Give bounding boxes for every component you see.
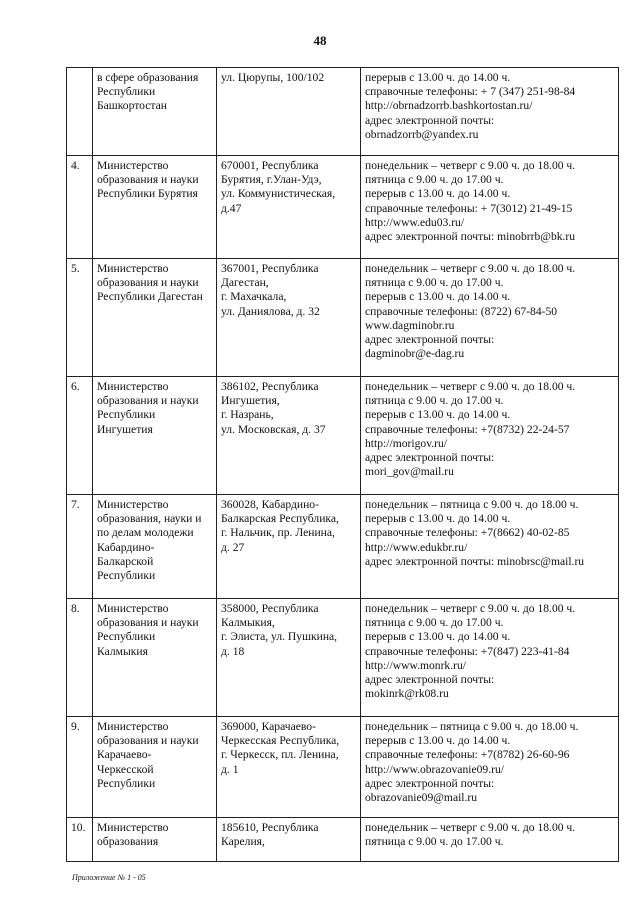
row-number: 9. [71, 720, 80, 733]
info-line: справочные телефоны: (8722) 67-84-50 [365, 304, 558, 318]
org-line: Ингушетия [97, 422, 153, 436]
addr-cell [217, 259, 361, 377]
info-line: http://obrnadzorrb.bashkortostan.ru/ [365, 99, 533, 113]
row-number-cell [67, 599, 93, 717]
org-line: Балкарской [97, 554, 154, 568]
info-cell [361, 495, 619, 599]
addr-cell [217, 495, 361, 599]
info-line: перерыв с 13.00 ч. до 14.00 ч. [365, 71, 511, 84]
addr-line: Бурятия, г.Улан-Удэ, [221, 173, 322, 187]
addr-line: г. Махачкала, [221, 290, 287, 304]
info-line: перерыв с 13.00 ч. до 14.00 ч. [365, 187, 511, 201]
row-number: 8. [71, 602, 80, 615]
org-line: Республики [97, 630, 156, 644]
org-line: Республики Дагестан [97, 290, 203, 304]
info-cell [361, 156, 619, 259]
table-row [67, 818, 619, 862]
info-cell [361, 377, 619, 495]
org-line: Карачаево- [97, 748, 152, 762]
org-line: образования [97, 835, 159, 849]
org-line: Республики [97, 408, 156, 422]
info-line: адрес электронной почты: [365, 776, 495, 790]
authorities-table [66, 67, 619, 862]
addr-line: д. 18 [221, 644, 245, 658]
info-line: пятница с 9.00 ч. до 17.00 ч. [365, 616, 504, 630]
org-line: образования и науки [97, 734, 199, 748]
org-line: Кабардино- [97, 540, 155, 554]
info-line: понедельник – четверг с 9.00 ч. до 18.00 ч. [365, 821, 576, 834]
info-line: понедельник – четверг с 9.00 ч. до 18.00 ч. [365, 159, 576, 172]
addr-line: 369000, Карачаево- [221, 720, 316, 733]
addr-line: Дагестан, [221, 276, 269, 290]
info-line: перерыв с 13.00 ч. до 14.00 ч. [365, 734, 511, 748]
info-cell [361, 68, 619, 156]
addr-line: ул. Московская, д. 37 [221, 422, 326, 436]
org-cell [93, 377, 217, 495]
info-line: перерыв с 13.00 ч. до 14.00 ч. [365, 512, 511, 526]
info-line: перерыв с 13.00 ч. до 14.00 ч. [365, 630, 511, 644]
addr-line: 386102, Республика [221, 380, 319, 393]
info-line: понедельник – четверг с 9.00 ч. до 18.00 ч. [365, 262, 576, 275]
addr-line: 358000, Республика [221, 602, 319, 615]
info-line: понедельник – четверг с 9.00 ч. до 18.00 ч. [365, 380, 576, 393]
org-line: по делам молодежи [97, 526, 194, 540]
info-line: mori_gov@mail.ru [365, 465, 454, 479]
row-number-cell [67, 818, 93, 862]
info-line: адрес электронной почты: [365, 451, 495, 465]
addr-line: г. Назрань, [221, 408, 274, 422]
addr-line: 670001, Республика [221, 159, 319, 172]
row-number: 10. [71, 821, 86, 834]
row-number-cell [67, 68, 93, 156]
org-line: образования и науки [97, 616, 199, 630]
info-line: http://www.edukbr.ru/ [365, 540, 468, 554]
addr-line: г. Черкесск, пл. Ленина, [221, 748, 339, 762]
org-line: Республики [97, 569, 156, 583]
info-line: пятница с 9.00 ч. до 17.00 ч. [365, 276, 504, 290]
page-footer: Приложение № 1 - 05 [72, 873, 146, 882]
table-row [67, 156, 619, 259]
info-line: понедельник – пятница с 9.00 ч. до 18.00 ч. [365, 720, 579, 733]
row-number-cell [67, 377, 93, 495]
org-cell [93, 156, 217, 259]
addr-line: ул. Даниялова, д. 32 [221, 304, 320, 318]
info-line: пятница с 9.00 ч. до 17.00 ч. [365, 835, 504, 849]
org-cell [93, 259, 217, 377]
info-line: справочные телефоны: +7(8662) 40-02-85 [365, 526, 570, 540]
info-line: пятница с 9.00 ч. до 17.00 ч. [365, 394, 504, 408]
addr-cell [217, 818, 361, 862]
info-line: mokinrk@rk08.ru [365, 687, 449, 701]
org-line: Министерство [97, 821, 169, 834]
info-line: адрес электронной почты: minobrsc@mail.ru [365, 554, 585, 568]
info-line: справочные телефоны: +7(8782) 26-60-96 [365, 748, 570, 762]
info-line: http://www.obrazovanie09.ru/ [365, 762, 504, 776]
row-number: 5. [71, 262, 80, 275]
addr-line: г. Элиста, ул. Пушкина, [221, 630, 338, 644]
info-line: dagminobr@e-dag.ru [365, 347, 465, 361]
info-line: понедельник – пятница с 9.00 ч. до 18.00 ч. [365, 498, 579, 511]
org-cell [93, 599, 217, 717]
org-line: Министерство [97, 602, 169, 615]
info-line: http://www.monrk.ru/ [365, 658, 467, 672]
info-line: справочные телефоны: + 7(3012) 21-49-15 [365, 201, 573, 215]
row-number-cell [67, 495, 93, 599]
info-line: http://www.edu03.ru/ [365, 215, 465, 229]
org-line: Республики Бурятия [97, 187, 198, 201]
addr-line: ул. Коммунистическая, [221, 187, 336, 201]
org-line: в сфере образования [97, 71, 199, 84]
addr-line: г. Нальчик, пр. Ленина, [221, 526, 335, 540]
addr-cell [217, 717, 361, 818]
info-line: справочные телефоны: +7(847) 223-41-84 [365, 644, 570, 658]
addr-cell [217, 599, 361, 717]
table-row [67, 717, 619, 818]
info-cell [361, 818, 619, 862]
info-line: http://morigov.ru/ [365, 436, 448, 450]
info-line: www.dagminobr.ru [365, 318, 455, 332]
org-line: образования и науки [97, 394, 199, 408]
org-line: образования и науки [97, 173, 199, 187]
org-line: Республики [97, 776, 156, 790]
row-number: 6. [71, 380, 80, 393]
row-number-cell [67, 259, 93, 377]
info-line: перерыв с 13.00 ч. до 14.00 ч. [365, 408, 511, 422]
row-number-cell [67, 717, 93, 818]
org-cell [93, 68, 217, 156]
org-line: Министерство [97, 720, 169, 733]
addr-line: д. 1 [221, 762, 239, 776]
info-cell [361, 259, 619, 377]
addr-line: Калмыкия, [221, 616, 275, 630]
org-line: Башкортостан [97, 99, 167, 113]
info-line: obrazovanie09@mail.ru [365, 791, 478, 805]
info-line: адрес электронной почты: [365, 673, 495, 687]
addr-line: 185610, Республика [221, 821, 319, 834]
addr-cell [217, 377, 361, 495]
addr-line: Ингушетия, [221, 394, 280, 408]
info-cell [361, 599, 619, 717]
org-line: образования и науки [97, 276, 199, 290]
addr-line: 367001, Республика [221, 262, 319, 275]
addr-line: Черкесская Республика, [221, 734, 340, 748]
table-row [67, 68, 619, 156]
table-row [67, 377, 619, 495]
addr-line: д.47 [221, 201, 242, 215]
addr-line: Карелия, [221, 835, 265, 849]
org-cell [93, 495, 217, 599]
row-number: 4. [71, 159, 80, 172]
info-line: перерыв с 13.00 ч. до 14.00 ч. [365, 290, 511, 304]
info-line: понедельник – четверг с 9.00 ч. до 18.00 ч. [365, 602, 576, 615]
addr-line: Балкарская Республика, [221, 512, 339, 526]
table-row [67, 259, 619, 377]
addr-line: ул. Цюрупы, 100/102 [221, 71, 325, 84]
row-number: 7. [71, 498, 80, 511]
org-line: Министерство [97, 262, 169, 275]
org-line: Министерство [97, 159, 169, 172]
org-cell [93, 818, 217, 862]
info-line: адрес электронной почты: minobrrb@bk.ru [365, 230, 576, 244]
org-line: Черкесской [97, 762, 154, 776]
row-number-cell [67, 156, 93, 259]
org-cell [93, 717, 217, 818]
table-row [67, 495, 619, 599]
info-line: пятница с 9.00 ч. до 17.00 ч. [365, 173, 504, 187]
info-line: адрес электронной почты: [365, 333, 495, 347]
org-line: Республики [97, 85, 156, 99]
info-line: справочные телефоны: + 7 (347) 251-98-84 [365, 85, 576, 99]
org-line: Министерство [97, 498, 169, 511]
org-line: образования, науки и [97, 512, 202, 526]
table-body [67, 68, 619, 862]
addr-cell [217, 68, 361, 156]
table-row [67, 599, 619, 717]
page-number: 48 [313, 33, 327, 48]
addr-line: 360028, Кабардино- [221, 498, 319, 511]
info-line: адрес электронной почты: [365, 113, 495, 127]
org-line: Министерство [97, 380, 169, 393]
addr-line: д. 27 [221, 540, 245, 554]
info-cell [361, 717, 619, 818]
org-line: Калмыкия [97, 644, 148, 658]
info-line: справочные телефоны: +7(8732) 22-24-57 [365, 422, 570, 436]
addr-cell [217, 156, 361, 259]
info-line: obrnadzorrb@yandex.ru [365, 127, 479, 141]
